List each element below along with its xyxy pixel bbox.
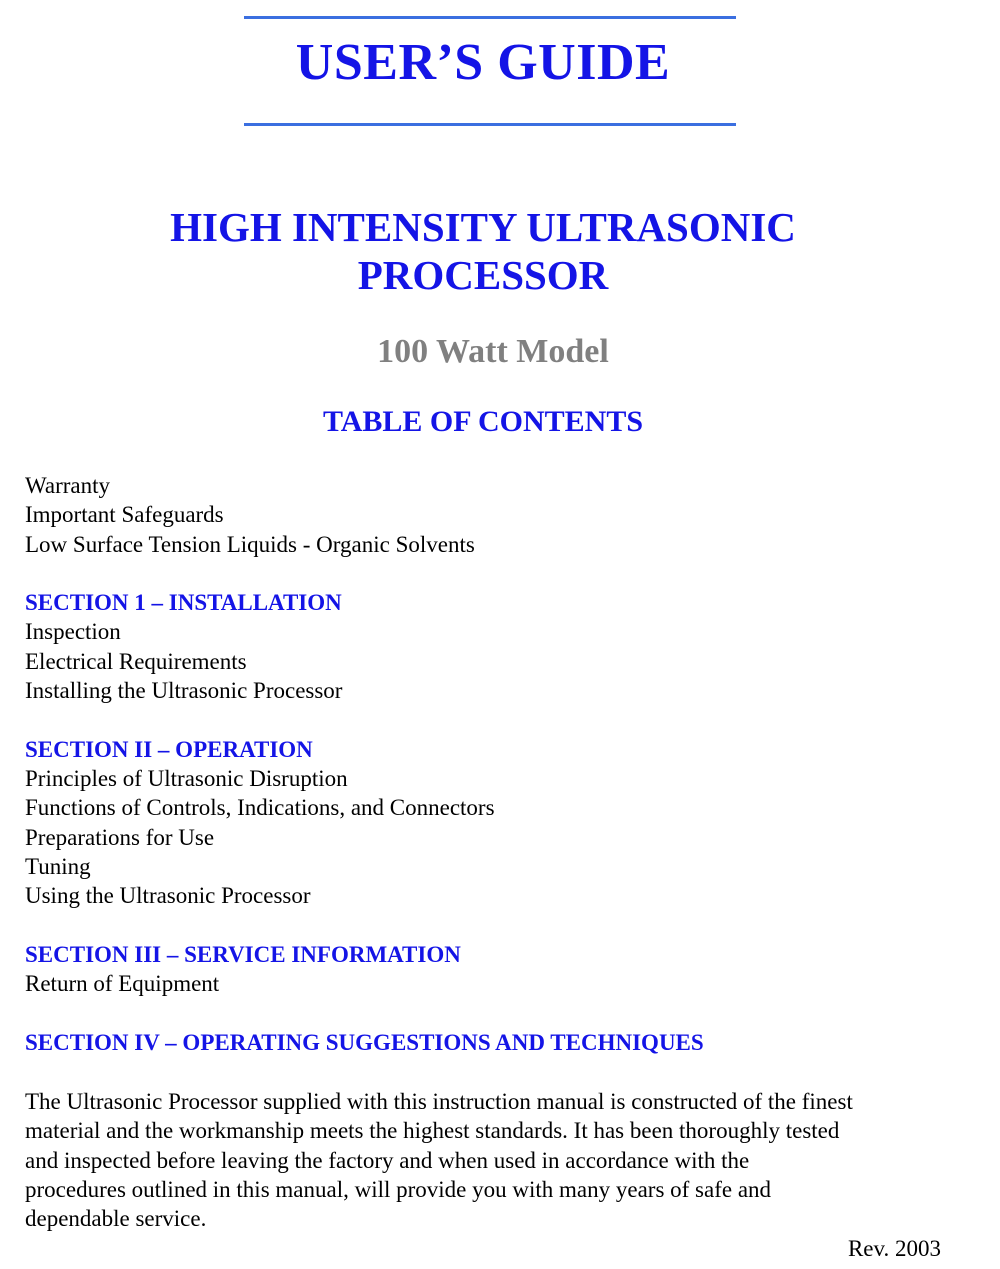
- revision-label: Rev. 2003: [847, 1236, 941, 1261]
- toc-section-service: SECTION III – SERVICE INFORMATION: [25, 941, 461, 967]
- toc-item-functions: Functions of Controls, Indications, and Connectors: [25, 795, 495, 821]
- toc-item-warranty: Warranty: [25, 473, 110, 498]
- toc-item-installing: Installing the Ultrasonic Processor: [25, 678, 343, 704]
- intro-line: dependable service.: [25, 1206, 207, 1232]
- product-title-line-2: PROCESSOR: [357, 252, 609, 298]
- intro-line: The Ultrasonic Processor supplied with this instruction manual is constructed of the finest: [25, 1089, 853, 1114]
- top-rule: [244, 16, 736, 19]
- intro-line: material and the workmanship meets the highest standards. It has been thoroughly tested: [25, 1118, 840, 1144]
- model-subtitle: 100 Watt Model: [377, 333, 609, 370]
- toc-section-operation: SECTION II – OPERATION: [25, 736, 313, 762]
- toc-item-principles: Principles of Ultrasonic Disruption: [25, 765, 348, 791]
- toc-item-inspection: Inspection: [25, 619, 121, 645]
- guide-title: USER’S GUIDE: [295, 34, 671, 91]
- toc-item-electrical: Electrical Requirements: [25, 648, 247, 674]
- toc-item-return: Return of Equipment: [25, 971, 220, 997]
- intro-line: and inspected before leaving the factory and when used in accordance with the: [25, 1147, 750, 1173]
- toc-section-installation: SECTION 1 – INSTALLATION: [25, 590, 342, 616]
- table-of-contents: [25, 471, 965, 1057]
- toc-section-suggestions: SECTION IV – OPERATING SUGGESTIONS AND TECHNIQUES: [25, 1029, 704, 1055]
- toc-item-using: Using the Ultrasonic Processor: [25, 883, 311, 909]
- toc-item-preparations: Preparations for Use: [25, 824, 215, 850]
- toc-item-safeguards: Important Safeguards: [25, 502, 224, 528]
- product-title-line-1: HIGH INTENSITY ULTRASONIC: [170, 204, 796, 250]
- toc-heading: TABLE OF CONTENTS: [322, 405, 644, 438]
- bottom-rule: [244, 123, 736, 126]
- toc-item-tuning: Tuning: [25, 853, 91, 879]
- intro-paragraph: [25, 1087, 960, 1233]
- product-title: [0, 203, 966, 299]
- toc-item-solvents: Low Surface Tension Liquids - Organic Solvents: [25, 531, 475, 557]
- intro-line: procedures outlined in this manual, will provide you with many years of safe and: [25, 1176, 772, 1202]
